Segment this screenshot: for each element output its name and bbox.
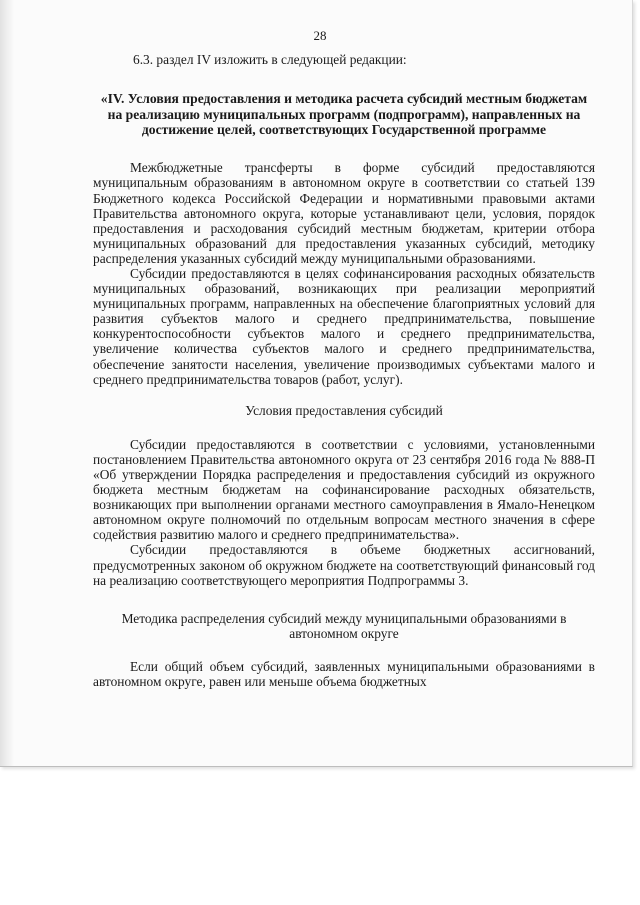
- subheading-conditions: Условия предоставления субсидий: [245, 402, 443, 418]
- body-paragraph: Субсидии предоставляются в целях софинансирования расходных обязательств муниципальных образований, возникающих при реализации мероприятий муниципальных программ, направленных на обеспечение благоприятных условий для развития субъектов малого и среднего предпринимательства, повышение конкурентоспособности субъектов малого и среднего предпринимательства, увеличение количества субъектов малого и среднего предпринимательства, обеспечение занятости населения, увеличение производимых субъектами малого и среднего предпринимательства товаров (работ, услуг).: [93, 265, 595, 387]
- body-paragraph: Субсидии предоставляются в соответствии с условиями, установленными постановлением Правительства автономного округа от 23 сентября 2016 года № 888-П «Об утверждении Порядка распределения и предоставления субсидий из окружного бюджета местным бюджетам на софинансирование расходных обязательств, возникающих при выполнении органами местного самоуправления в Ямало-Ненецком автономном округе полномочий по отдельным вопросам местного значения в сфере содействия развитию малого и среднего предпринимательства».: [93, 436, 595, 543]
- body-paragraph: Если общий объем субсидий, заявленных муниципальными образованиями в автономном округе, равен или меньше объема бюджетных: [93, 658, 595, 690]
- subheading-methodology: Методика распределения субсидий между муниципальными образованиями в автономном округе: [121, 610, 567, 641]
- section-title: «IV. Условия предоставления и методика расчета субсидий местным бюджетам на реализацию муниципальных программ (подпрограмм), направленных на достижение целей, соответствующих Государственной программе: [100, 91, 588, 137]
- document-body: [93, 52, 595, 689]
- scan-edge-shadow: [0, 0, 14, 766]
- body-paragraph: Субсидии предоставляются в объеме бюджетных ассигнований, предусмотренных законом об окружном бюджете на соответствующий финансовый год на реализацию соответствующего мероприятия Подпрограммы 3.: [93, 542, 595, 588]
- lead-line: 6.3. раздел IV изложить в следующей редакции:: [133, 52, 407, 67]
- page-number: 28: [313, 28, 327, 43]
- body-paragraph: Межбюджетные трансферты в форме субсидий предоставляются муниципальным образованиям в автономном округе в соответствии со статьей 139 Бюджетного кодекса Российской Федерации и нормативными правовыми актами Правительства автономного округа, которые устанавливают цели, условия, порядок предоставления и расходования субсидий местным бюджетам, критерии отбора муниципальных образований для предоставления указанных субсидий, методику распределения указанных субсидий между муниципальными образованиями.: [93, 160, 595, 266]
